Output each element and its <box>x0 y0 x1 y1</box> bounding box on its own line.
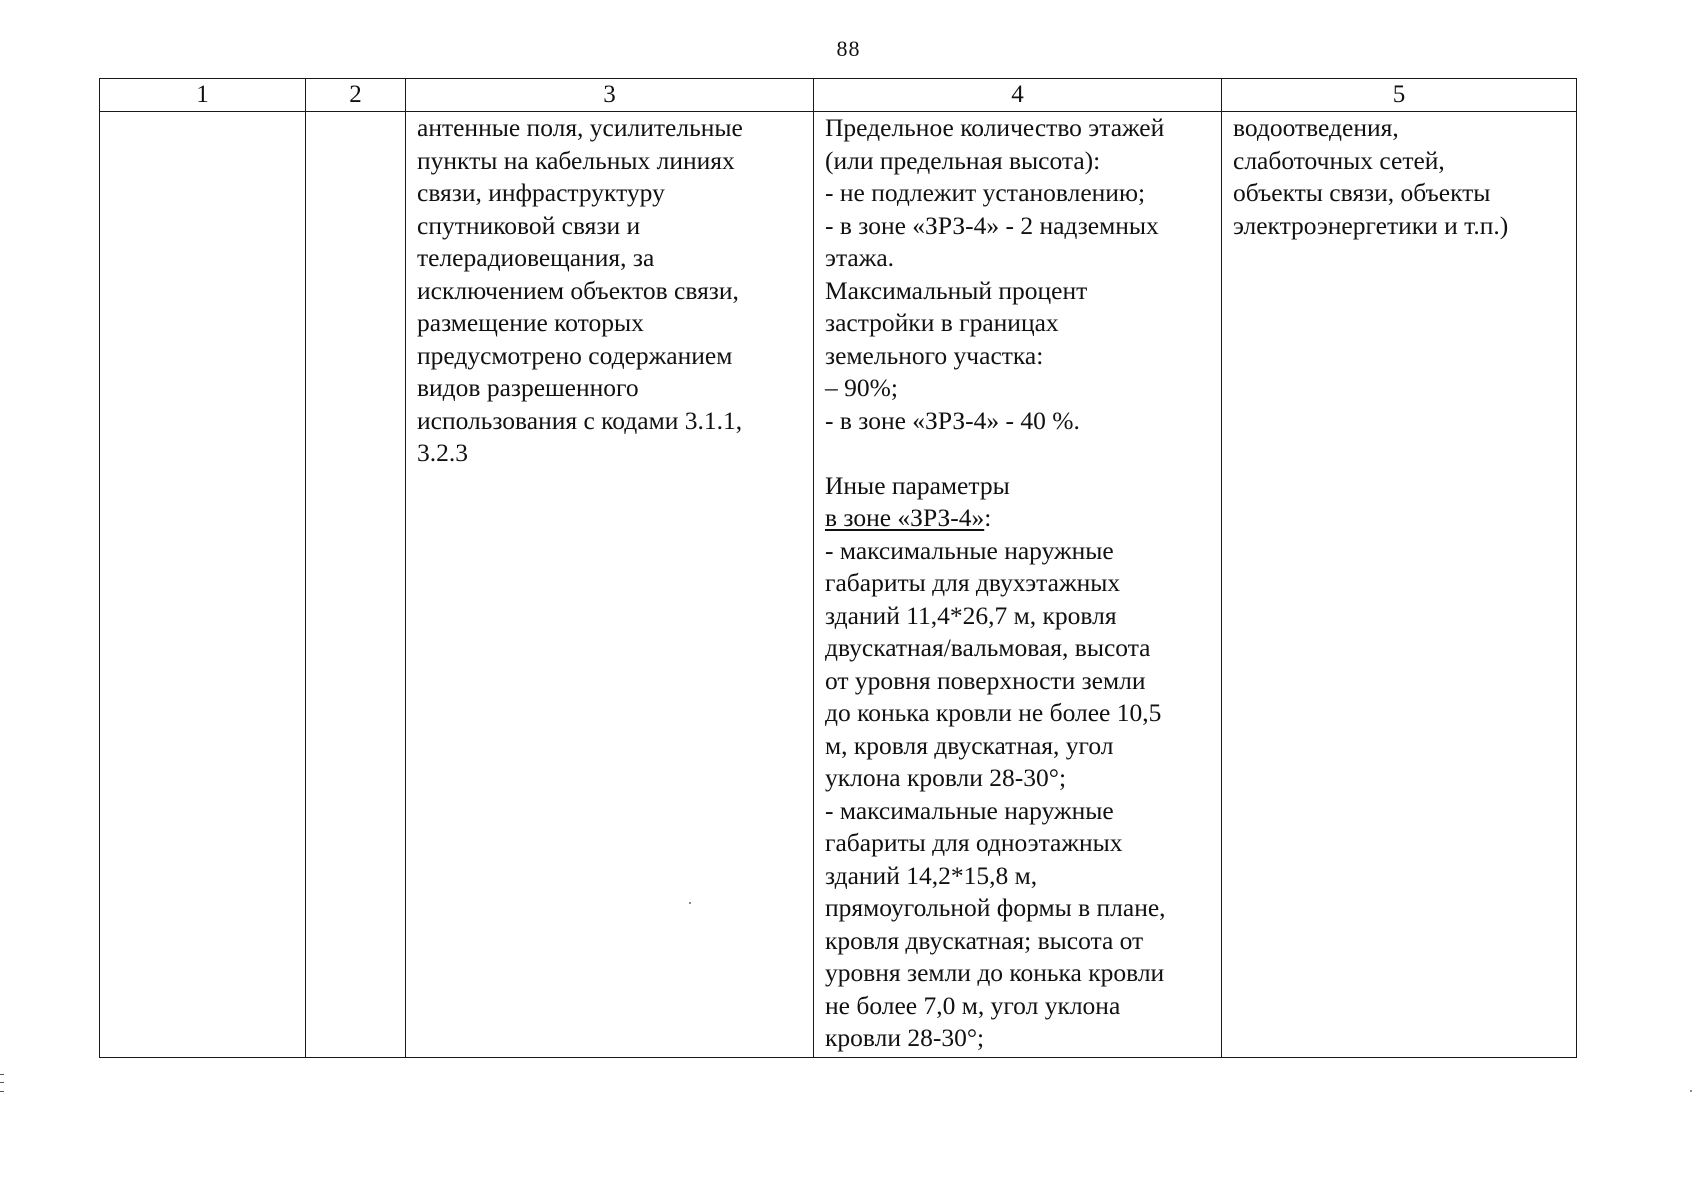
text-line: (или предельная высота): <box>825 145 1101 175</box>
text-line: антенные поля, усилительные <box>417 113 743 142</box>
text-line: использования с кодами 3.1.1, <box>417 405 743 435</box>
text-line: застройки в границах <box>825 308 1059 337</box>
text-line: - в зоне «ЗРЗ-4» - 40 %. <box>825 405 1080 435</box>
text-line: связи, инфраструктуру <box>417 178 665 207</box>
regulations-table <box>99 78 1577 1058</box>
text-line: - максимальные наружные <box>825 535 1114 565</box>
text-line: - максимальные наружные <box>825 795 1114 825</box>
header-row <box>100 79 1577 112</box>
text-line: пункты на кабельных линиях <box>417 145 735 175</box>
text-line: слаботочных сетей, <box>1233 145 1445 175</box>
margin-mark <box>0 1074 4 1092</box>
column-header-3: 3 <box>406 79 814 112</box>
text-line: габариты для одноэтажных <box>825 828 1123 857</box>
scan-speck <box>1690 1090 1692 1092</box>
page-number: 88 <box>836 36 861 61</box>
cell-col4-parameters <box>814 112 1222 1058</box>
text-line: объекты связи, объекты <box>1233 178 1491 207</box>
scan-speck <box>689 902 691 904</box>
text-line: этажа. <box>825 243 895 272</box>
zone-label: в зоне «ЗРЗ-4» <box>825 503 985 532</box>
text-line: Максимальный процент <box>825 275 1088 305</box>
column-header-1: 1 <box>100 79 306 112</box>
text-line: до конька кровли не более 10,5 <box>825 698 1162 727</box>
text-line: электроэнергетики и т.п.) <box>1233 210 1509 240</box>
cell-col1 <box>100 112 306 1058</box>
text-line: земельного участка: <box>825 340 1044 370</box>
text-line: водоотведения, <box>1233 113 1399 142</box>
text-line: - в зоне «ЗРЗ-4» - 2 надземных <box>825 210 1159 240</box>
text-line: предусмотрено содержанием <box>417 340 733 370</box>
text-line: от уровня поверхности земли <box>825 665 1146 695</box>
cell-col5-notes <box>1222 112 1577 1058</box>
text-line: зданий 11,4*26,7 м, кровля <box>825 600 1117 630</box>
column-header-2: 2 <box>306 79 406 112</box>
text-line: исключением объектов связи, <box>417 275 739 305</box>
text-line: м, кровля двускатная, угол <box>825 730 1114 760</box>
zone-suffix: : <box>984 503 992 532</box>
text-line: не более 7,0 м, угол уклона <box>825 990 1121 1020</box>
text-line: – 90%; <box>825 373 898 402</box>
other-params-title: Иные параметры <box>825 470 1010 500</box>
text-line: 3.2.3 <box>417 438 468 467</box>
blank-line <box>825 437 1211 470</box>
text-line: размещение которых <box>417 308 644 337</box>
text-line: прямоугольной формы в плане, <box>825 893 1166 922</box>
text-line: уровня земли до конька кровли <box>825 958 1165 987</box>
text-line: - не подлежит установлению; <box>825 178 1146 207</box>
text-line: кровля двускатная; высота от <box>825 925 1144 955</box>
text-line: габариты для двухэтажных <box>825 568 1121 597</box>
text-line: спутниковой связи и <box>417 210 641 240</box>
text-line: двускатная/вальмовая, высота <box>825 633 1151 662</box>
column-header-4: 4 <box>814 79 1222 112</box>
text-line: кровли 28-30°; <box>825 1023 985 1052</box>
cell-col3-permitted-use <box>406 112 814 1058</box>
zone-line <box>825 502 1211 535</box>
column-header-5: 5 <box>1222 79 1577 112</box>
text-line: телерадиовещания, за <box>417 243 655 272</box>
text-line: уклона кровли 28-30°; <box>825 763 1067 792</box>
text-line: видов разрешенного <box>417 373 639 402</box>
table-row <box>100 112 1577 1058</box>
text-line: зданий 14,2*15,8 м, <box>825 860 1038 890</box>
cell-col2 <box>306 112 406 1058</box>
text-line: Предельное количество этажей <box>825 113 1165 142</box>
